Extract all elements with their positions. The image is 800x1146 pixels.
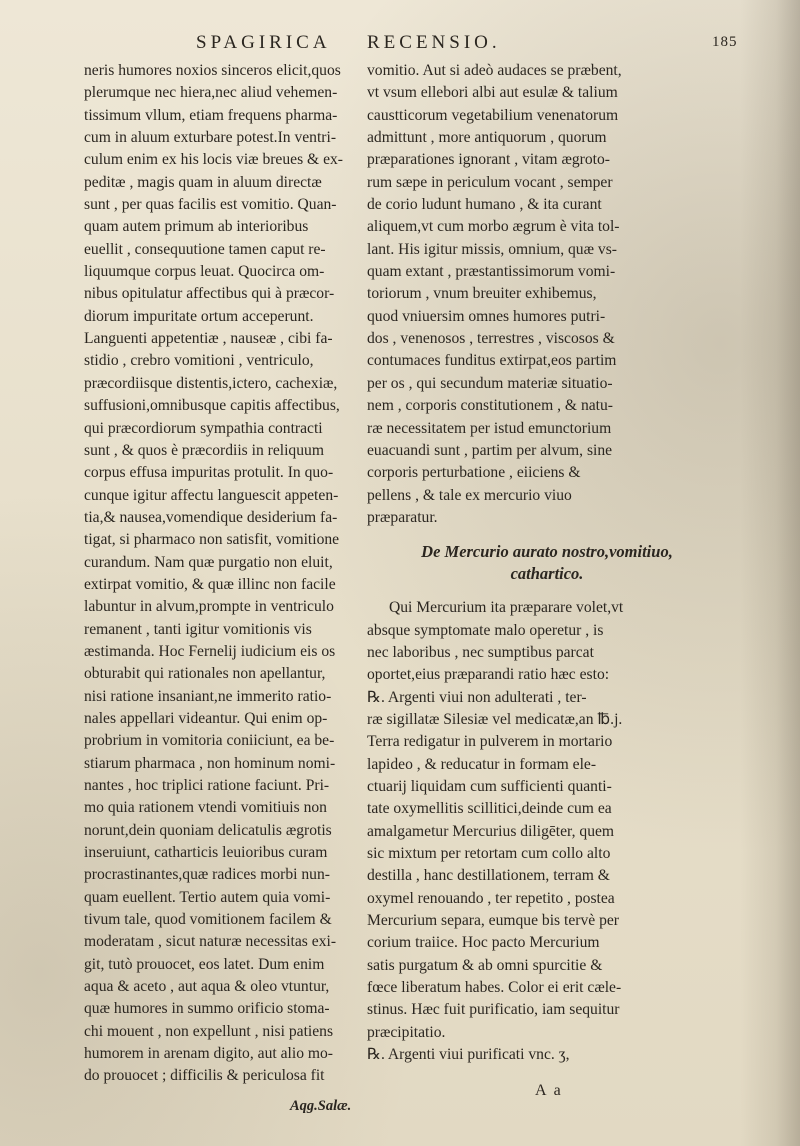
text-line: humorem in arenam digito, aut alio mo- [84, 1045, 334, 1063]
text-line: quod vniuersim omnes humores putri- [367, 307, 606, 325]
text-line: oxymel renouando , ter repetito , postea [367, 889, 615, 907]
text-line: sunt , & quos è præcordiis in reliquum [84, 441, 324, 459]
text-line: culum enim ex his locis viæ breues & ex- [84, 151, 343, 169]
text-line: diorum impuritate ortum acceperunt. [84, 307, 314, 325]
text-line: remanent , tanti igitur vomitionis vis [84, 620, 312, 638]
text-line: do prouocet ; difficilis & periculosa fit [84, 1067, 325, 1085]
text-line: inseruiunt, catharticis leuioribus curam [84, 844, 328, 862]
text-line: tate oxymellitis scillitici,deinde cum ea [367, 800, 612, 818]
right-column-bottom-text [367, 597, 727, 1066]
text-line: pellens , & tale ex mercurio viuo [367, 486, 572, 504]
text-line: aliquem,vt cum morbo ægrum è vita tol- [367, 218, 620, 236]
text-line: nem , corporis constitutionem , & natu- [367, 397, 613, 415]
text-line: Mercurium separa, eumque bis tervè per [367, 912, 619, 930]
text-line: aqua & aceto , aut aqua & oleo vtuntur, [84, 978, 330, 996]
text-line: Languenti appetentiæ , nauseæ , cibi fa- [84, 330, 333, 348]
right-column-top-text [367, 60, 727, 529]
text-line: procrastinantes,quæ radices morbi nun- [84, 866, 330, 884]
text-line: rum sæpe in periculum vocant , semper [367, 173, 613, 191]
text-line: caustticorum vegetabilium venenatorum [367, 106, 619, 124]
text-line: tivum tale, quod vomitionem facilem & [84, 911, 332, 929]
text-line: euacuandi sunt , partim per alvum, sine [367, 441, 613, 459]
text-line: chi mouent , non expellunt , nisi patiens [84, 1022, 334, 1040]
text-line: dos , venenosos , terrestres , viscosos & [367, 330, 615, 348]
text-line: præcordiisque distentis,ictero, cachexiæ, [84, 374, 338, 392]
signature-mark: A a [535, 1082, 563, 1099]
text-line: per os , qui secundum materiæ situatio- [367, 374, 613, 392]
text-line: nibus opitulatur affectibus qui à præcor- [84, 285, 335, 303]
left-column [84, 60, 352, 1088]
text-line: neris humores noxios sinceros elicit,quos [84, 62, 341, 79]
text-line: absque symptomate malo operetur , is [367, 621, 604, 639]
text-line: qui præcordiorum sympathia contracti [84, 419, 323, 437]
text-line: euellit , consequutione tamen caput re- [84, 240, 326, 258]
text-line: contumaces funditus extirpat,eos partim [367, 352, 617, 370]
section-heading-line-2: cathartico. [510, 564, 584, 584]
text-line: Qui Mercurium ita præparare volet,vt [389, 599, 624, 617]
text-line: peditæ , magis quam in aluum directæ [84, 173, 322, 191]
text-line: cum in aluum exturbare potest.In ventri- [84, 129, 337, 147]
text-line: ræ necessitatem per istud emunctorium [367, 419, 612, 437]
text-line: fœce liberatum habes. Color ei erit cæle- [367, 979, 622, 997]
text-line: ræ sigillatæ Silesiæ vel medicatæ,an ℔.j. [367, 710, 623, 728]
text-line: curandum. Nam quæ purgatio non eluit, [84, 553, 333, 571]
text-line: ℞. Argenti viui purificati vnc. ʒ, [367, 1046, 570, 1064]
text-line: lapideo , & reducatur in formam ele- [367, 755, 597, 773]
text-line: stidio , crebro vomitioni , ventriculo, [84, 352, 314, 370]
text-line: sunt , per quas facilis est vomitio. Quan- [84, 196, 337, 214]
text-line: toriorum , vnum breuiter exhibemus, [367, 285, 597, 303]
text-line: stinus. Hæc fuit purificatio, iam sequitur [367, 1001, 620, 1019]
text-line: de corio ludunt humano , & ita curant [367, 196, 602, 214]
page-number: 185 [712, 34, 738, 50]
text-line: suffusioni,omnibusque capitis affectibus, [84, 397, 340, 415]
running-head-left: SPAGIRICA [196, 32, 331, 53]
text-line: ℞. Argenti viui non adulterati , ter- [367, 688, 587, 706]
text-line: corium traiice. Hoc pacto Mercurium [367, 934, 600, 952]
text-line: git, tutò prouocet, eos latet. Dum enim [84, 955, 325, 973]
text-line: corpus effusa impuritas protulit. In quo- [84, 464, 334, 482]
catchword: Aqg.Salæ. [290, 1098, 352, 1114]
running-head-right: RECENSIO. [367, 32, 501, 53]
text-line: nales appellari videantur. Qui enim op- [84, 709, 328, 727]
text-line: plerumque nec hiera,nec aliud vehemen- [84, 84, 338, 102]
text-line: præparationes ignorant , vitam ægroto- [367, 151, 610, 169]
text-line: moderatam , sicut naturæ necessitas exi- [84, 933, 337, 951]
text-line: norunt,dein quoniam delicatulis ægrotis [84, 821, 332, 839]
text-line: vt vsum ellebori albi aut esulæ & talium [367, 84, 618, 102]
text-line: destilla , hanc destillationem, terram & [367, 867, 610, 885]
text-line: liquumque corpus leuat. Quocirca om- [84, 263, 325, 281]
page-edge-shadow [740, 0, 800, 1146]
text-line: corporis perturbatione , eiiciens & [367, 464, 581, 482]
text-line: sic mixtum per retortam cum collo alto [367, 845, 611, 862]
text-line: amalgametur Mercurius diligēter, quem [367, 822, 615, 840]
text-line: stiarum pharmaca , non hominum nomi- [84, 754, 336, 772]
text-line: lant. His igitur missis, omnium, quæ vs- [367, 240, 617, 258]
text-line: nisi ratione insaniant,ne immerito ratio- [84, 687, 332, 705]
text-line: obturabit qui rationales non apellantur, [84, 665, 326, 683]
text-line: præcipitatio. [367, 1023, 446, 1041]
text-line: æstimanda. Hoc Fernelij iudicium eis os [84, 642, 336, 660]
section-heading-line-1: De Mercurio aurato nostro,vomitiuo, [421, 542, 673, 562]
running-head [0, 32, 800, 58]
text-line: quam autem primum ab interioribus [84, 218, 309, 236]
text-line: nantes , hoc triplici ratione faciunt. Pri- [84, 777, 330, 794]
text-line: præparatur. [367, 508, 438, 526]
text-line: tia,& nausea,vomendique desiderium fa- [84, 508, 338, 526]
text-line: probrium in vomitoria coniiciunt, ea be- [84, 732, 335, 750]
text-line: tissimum vllum, etiam frequens pharma- [84, 106, 338, 124]
text-line: labuntur in alvum,prompte in ventriculo [84, 598, 334, 616]
right-column [367, 60, 727, 1066]
text-line: oportet,eius præparandi ratio hæc esto: [367, 666, 610, 684]
text-line: cunque igitur affectu languescit appeten- [84, 486, 339, 504]
text-line: ctuarij liquidam cum sufficienti quanti- [367, 777, 612, 795]
text-line: Terra redigatur in pulverem in mortario [367, 733, 613, 751]
text-line: vomitio. Aut si adeò audaces se præbent, [367, 62, 622, 79]
text-line: mo quia rationem vtendi vomitiuis non [84, 799, 327, 817]
text-line: tigat, si pharmaco non satisfit, vomitione [84, 531, 340, 549]
text-line: quam euellent. Tertio autem quia vomi- [84, 888, 331, 906]
text-line: extirpat vomitio, & quæ illinc non facile [84, 575, 336, 593]
text-line: nec laboribus , nec sumptibus parcat [367, 643, 594, 661]
text-line: quam extant , præstantissimorum vomi- [367, 263, 616, 281]
text-line: satis purgatum & ab omni spurcitie & [367, 956, 603, 974]
text-line: admittunt , more antiquorum , quorum [367, 129, 607, 147]
text-line: quæ humores in summo orificio stoma- [84, 1000, 330, 1018]
